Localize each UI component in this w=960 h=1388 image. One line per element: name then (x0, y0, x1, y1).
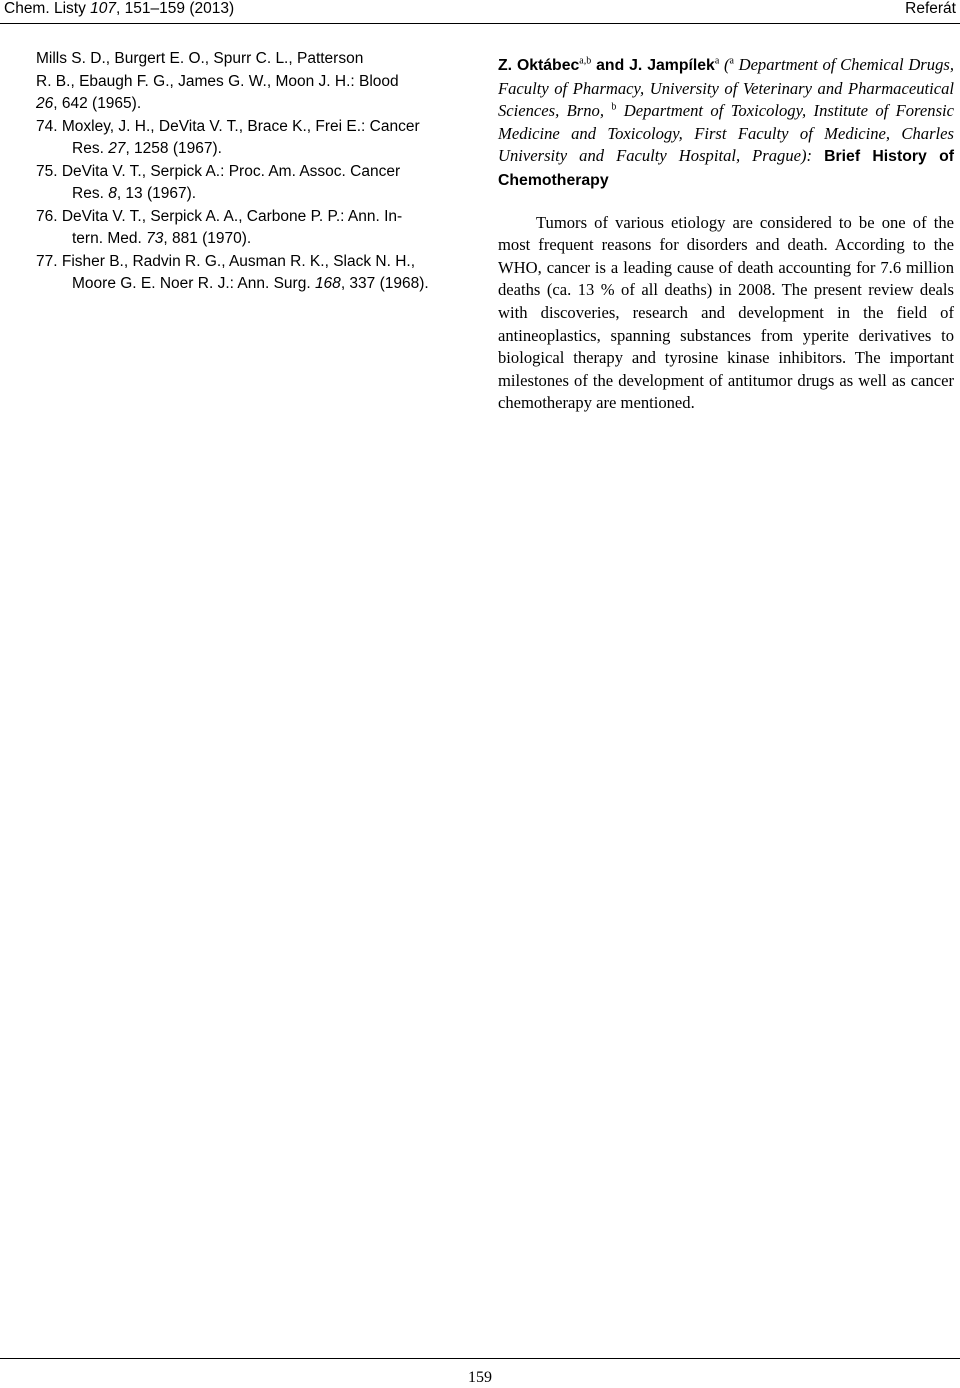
journal-citation: Chem. Listy 107, 151–159 (2013) (4, 0, 235, 17)
affiliation: Department of Chemical Drugs, Faculty of Pharmacy, University of Veterinary and Pharmaceutical Sciences, Brno, (498, 55, 954, 121)
journal-pages: 151 (124, 0, 151, 17)
affiliation: Department of Toxicology, Institute of Forensic Medicine and Toxicology, First Faculty of Medicine, Charles University and Faculty Hospital, Prague): (498, 101, 954, 166)
header-rule (0, 23, 960, 24)
journal-volume: 107 (90, 0, 117, 17)
footer-rule (0, 1358, 960, 1359)
reference-item: 75. DeVita V. T., Serpick A.: Proc. Am. Assoc. Cancer Res. 8, 13 (1967). (36, 162, 401, 202)
author-2: J. Jampílek (629, 57, 715, 74)
page-number: 159 (468, 1369, 492, 1386)
abstract-text: Tumors of various etiology are considered to be one of the most frequent reasons for disorders and death. According to the WHO, cancer is a leading cause of death accounting for 7.6 million deaths (ca. 13 % of all deaths) in 2008. The present review deals with discoveries, research and development in the field of antineoplastics, spanning substances from yperite derivatives to biological therapy and tyrosine kinase inhibitors. The important milestones of the development of antitumor drugs as well as cancer chemotherapy are mentioned. (498, 212, 954, 413)
reference-list (36, 48, 461, 296)
article-title: Brief History of Chemotherapy (498, 148, 954, 189)
reference-item: 74. Moxley, J. H., DeVita V. T., Brace K., Frei E.: Cancer Res. 27, 1258 (1967). (36, 117, 420, 157)
reference-item: 77. Fisher B., Radvin R. G., Ausman R. K., Slack N. H., Moore G. E. Noer R. J.: Ann. Surg. 168, 337 (1968). (36, 252, 429, 292)
running-header (0, 0, 960, 24)
reference-item: 76. DeVita V. T., Serpick A. A., Carbone P. P.: Ann. In- tern. Med. 73, 881 (1970). (36, 207, 403, 247)
section-label: Referát (905, 0, 956, 17)
reference-item: Mills S. D., Burgert E. O., Spurr C. L., Patterson R. B., Ebaugh F. G., James G. W., Moon J. H.: Blood 26, 642 (1965). (36, 50, 399, 112)
abstract-column (498, 54, 954, 432)
article-heading: Z. Oktábec$^{a,b}$ and J. Jampílek$^a$ ($^a$ Department of Chemical Drugs, Faculty of Pharmacy, University of Veterinary and Pharmaceutical Sciences, Brno, $^b$ Department of Toxicology, Institute of Forensic Medicine and Toxicology, First Faculty of Medicine, Charles University and Faculty Hospital, Prague): Brief History of Chemotherapy (498, 55, 954, 189)
author-1: Z. Oktábec (498, 57, 580, 74)
